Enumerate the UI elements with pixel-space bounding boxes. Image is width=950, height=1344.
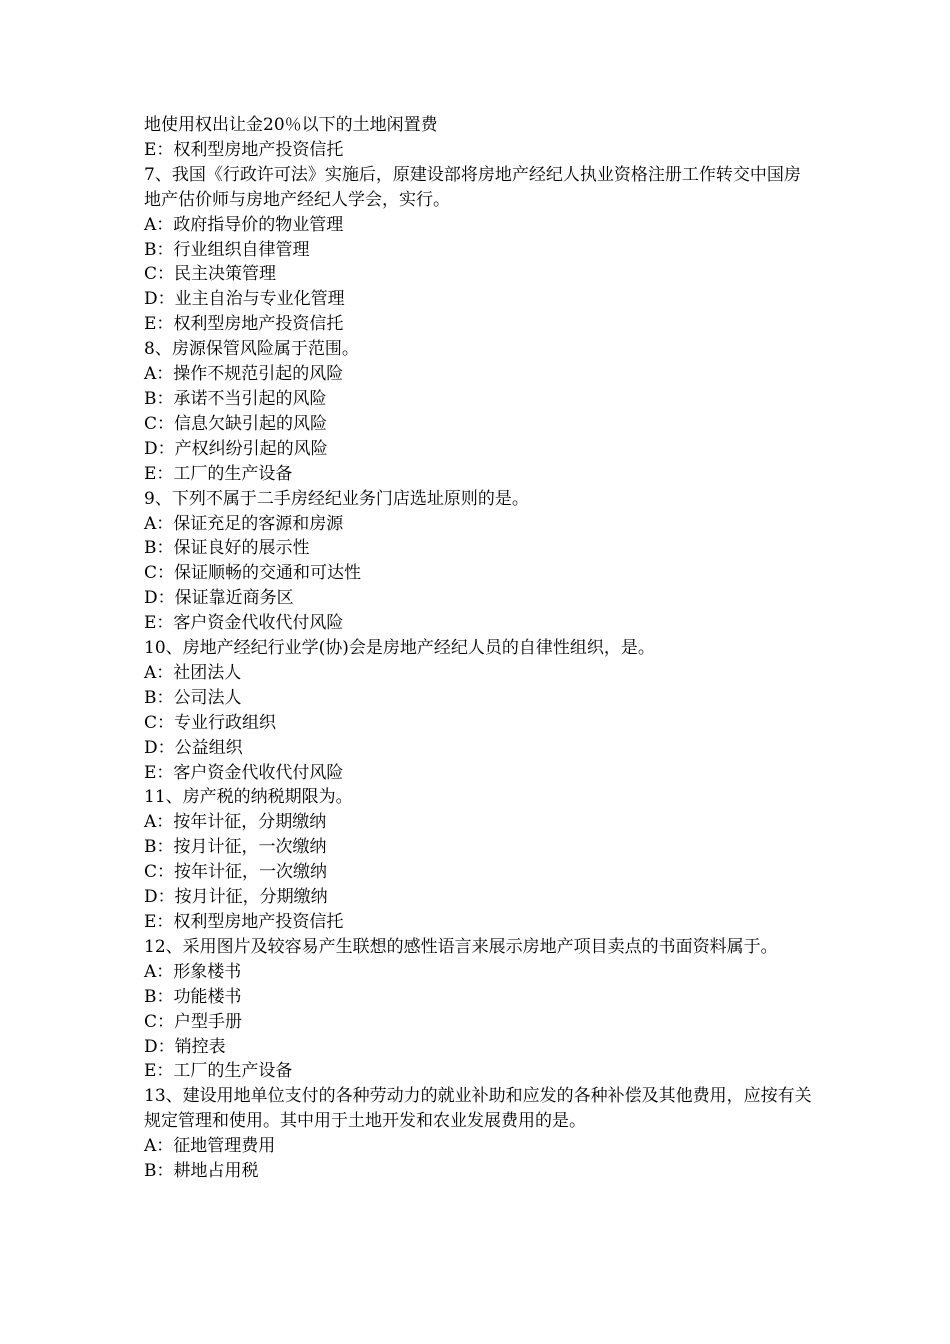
option-text: E：客户资金代收代付风险 (144, 613, 344, 634)
option-text: B：公司法人 (144, 687, 242, 708)
option-text: A：征地管理费用 (144, 1136, 276, 1157)
option-text: C：按年计征，一次缴纳 (144, 862, 328, 883)
option-text: D：公益组织 (144, 737, 243, 758)
question-text: 7、我国《行政许可法》实施后，原建设部将房地产经纪人执业资格注册工作转交中国房地产估价师与房地产经纪人学会，实行。 (144, 164, 801, 210)
option-text: A：政府指导价的物业管理 (144, 214, 344, 235)
option-text: D：产权纠纷引起的风险 (144, 438, 328, 459)
document-body (144, 113, 814, 1184)
option-text: B：保证良好的展示性 (144, 538, 310, 559)
question-text: 13、建设用地单位支付的各种劳动力的就业补助和应发的各种补偿及其他费用，应按有关规定管理和使用。其中用于土地开发和农业发展费用的是。 (144, 1086, 812, 1132)
option-text: C：民主决策管理 (144, 264, 277, 285)
option-text: A：社团法人 (144, 662, 242, 683)
option-text: E：工厂的生产设备 (144, 463, 293, 484)
option-text: D：按月计征，分期缴纳 (144, 887, 328, 908)
option-text: A：形象楼书 (144, 961, 242, 982)
option-text: E：权利型房地产投资信托 (144, 139, 344, 160)
question-text: 8、房源保管风险属于范围。 (144, 339, 359, 360)
option-text: E：权利型房地产投资信托 (144, 912, 344, 932)
option-text: E：工厂的生产设备 (144, 1061, 293, 1082)
question-text: 12、采用图片及较容易产生联想的感性语言来展示房地产项目卖点的书面资料属于。 (144, 936, 778, 957)
option-text: C：保证顺畅的交通和可达性 (144, 563, 362, 584)
option-text: C：信息欠缺引起的风险 (144, 413, 328, 434)
option-text: B：行业组织自律管理 (144, 239, 310, 260)
option-text: D：保证靠近商务区 (144, 588, 294, 609)
option-text: D：销控表 (144, 1036, 226, 1057)
option-text: B：耕地占用税 (144, 1161, 259, 1182)
option-text: B：承诺不当引起的风险 (144, 388, 327, 409)
option-text: B：按月计征，一次缴纳 (144, 837, 327, 858)
text-line: 地使用权出让金20％以下的土地闲置费 (144, 115, 438, 135)
option-text: C：专业行政组织 (144, 712, 277, 733)
option-text: A：保证充足的客源和房源 (144, 513, 344, 534)
option-text: E：客户资金代收代付风险 (144, 762, 344, 783)
question-text: 11、房产税的纳税期限为。 (144, 787, 353, 808)
option-text: E：权利型房地产投资信托 (144, 314, 344, 335)
option-text: B：功能楼书 (144, 986, 242, 1007)
option-text: C：户型手册 (144, 1011, 243, 1032)
question-text: 9、下列不属于二手房经纪业务门店选址原则的是。 (144, 488, 529, 509)
question-text: 10、房地产经纪行业学(协)会是房地产经纪人员的自律性组织，是。 (144, 638, 655, 659)
option-text: A：操作不规范引起的风险 (144, 364, 344, 385)
option-text: D：业主自治与专业化管理 (144, 289, 345, 310)
option-text: A：按年计征，分期缴纳 (144, 812, 327, 833)
